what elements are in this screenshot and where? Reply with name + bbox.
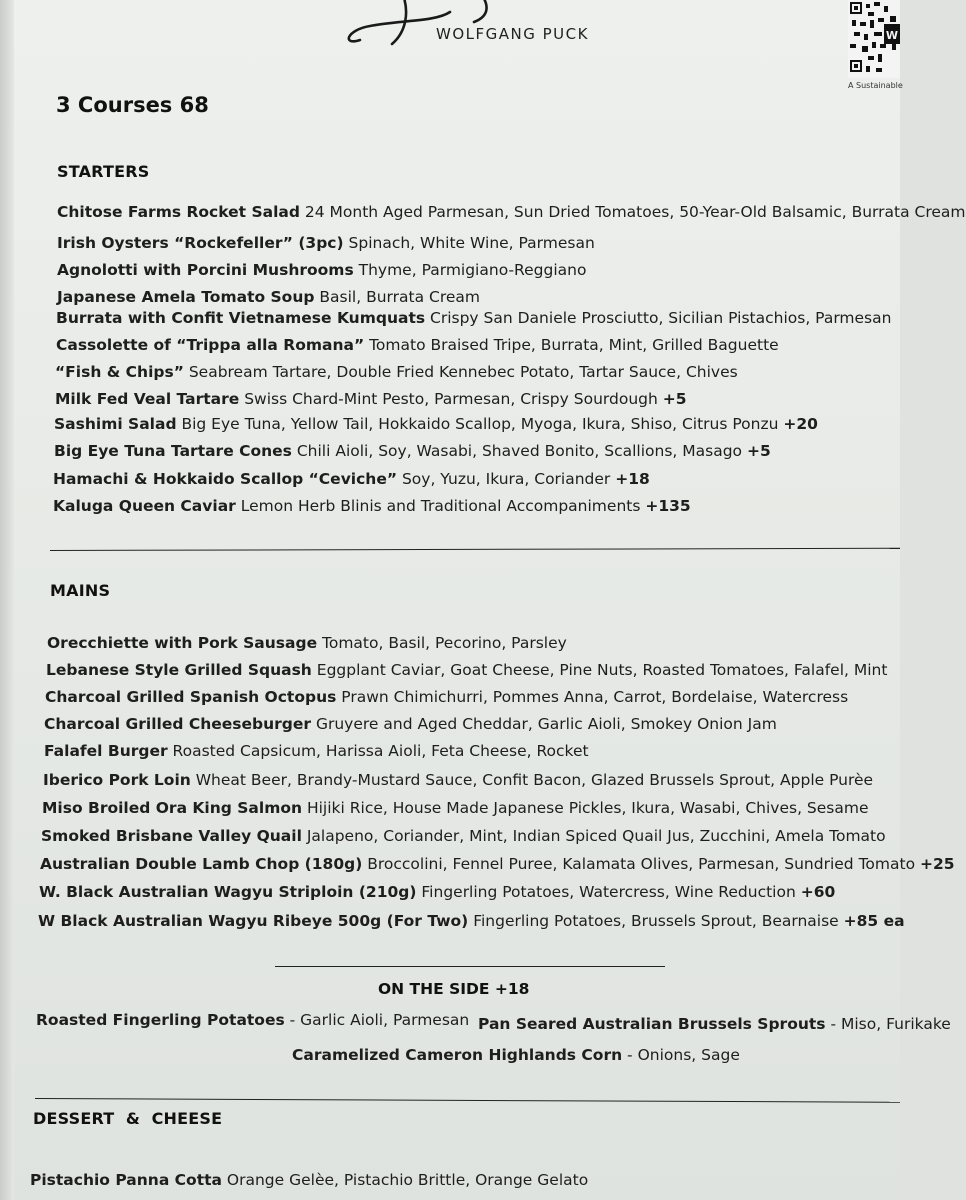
list-item: W. Black Australian Wagyu Striploin (210g) Fingerling Potatoes, Watercress, Wine Reduction +60 bbox=[39, 883, 836, 901]
brand-name: WOLFGANG PUCK bbox=[436, 25, 589, 43]
list-item: Australian Double Lamb Chop (180g) Broccolini, Fennel Puree, Kalamata Olives, Parmesan, Sundried Tomato +25 bbox=[40, 855, 955, 873]
list-item: Hamachi & Hokkaido Scallop “Ceviche” Soy, Yuzu, Ikura, Coriander +18 bbox=[53, 470, 650, 488]
list-item: Charcoal Grilled Spanish Octopus Prawn Chimichurri, Pommes Anna, Carrot, Bordelaise, Watercress bbox=[45, 688, 849, 706]
list-item: Smoked Brisbane Valley Quail Jalapeno, Coriander, Mint, Indian Spiced Quail Jus, Zucchini, Amela Tomato bbox=[41, 827, 886, 845]
list-item: Pan Seared Australian Brussels Sprouts - Miso, Furikake bbox=[478, 1015, 951, 1033]
svg-text:W: W bbox=[885, 29, 899, 42]
qr-code-icon[interactable] bbox=[848, 0, 900, 78]
list-item: Burrata with Confit Vietnamese Kumquats Crispy San Daniele Prosciutto, Sicilian Pistachios, Parmesan bbox=[56, 309, 892, 327]
list-item: W Black Australian Wagyu Ribeye 500g (For Two) Fingerling Potatoes, Brussels Sprout, Bearnaise +85 ea bbox=[38, 912, 905, 930]
side-divider bbox=[275, 966, 665, 967]
mains-heading: MAINS bbox=[50, 581, 111, 600]
list-item: Kaluga Queen Caviar Lemon Herb Blinis and Traditional Accompaniments +135 bbox=[53, 497, 691, 515]
list-item: Orecchiette with Pork Sausage Tomato, Basil, Pecorino, Parsley bbox=[47, 634, 567, 652]
list-item: Big Eye Tuna Tartare Cones Chili Aioli, Soy, Wasabi, Shaved Bonito, Scallions, Masago +5 bbox=[54, 442, 771, 460]
page-title: 3 Courses 68 bbox=[56, 93, 209, 117]
list-item: Irish Oysters “Rockefeller” (3pc) Spinach, White Wine, Parmesan bbox=[57, 234, 595, 252]
section-divider bbox=[50, 548, 900, 551]
list-item: Miso Broiled Ora King Salmon Hijiki Rice, House Made Japanese Pickles, Ikura, Wasabi, Chives, Sesame bbox=[42, 799, 869, 817]
list-item: Japanese Amela Tomato Soup Basil, Burrata Cream bbox=[57, 288, 480, 306]
list-item: Milk Fed Veal Tartare Swiss Chard-Mint Pesto, Parmesan, Crispy Sourdough +5 bbox=[55, 390, 687, 408]
list-item: Chitose Farms Rocket Salad 24 Month Aged Parmesan, Sun Dried Tomatoes, 50-Year-Old Balsamic, Burrata Cream bbox=[57, 203, 966, 221]
list-item: Lebanese Style Grilled Squash Eggplant Caviar, Goat Cheese, Pine Nuts, Roasted Tomatoes, Falafel, Mint bbox=[46, 661, 888, 679]
list-item: Roasted Fingerling Potatoes - Garlic Aioli, Parmesan bbox=[36, 1011, 470, 1029]
list-item: Charcoal Grilled Cheeseburger Gruyere and Aged Cheddar, Garlic Aioli, Smokey Onion Jam bbox=[44, 715, 777, 733]
list-item: “Fish & Chips” Seabream Tartare, Double Fried Kennebec Potato, Tartar Sauce, Chives bbox=[55, 363, 738, 381]
list-item: Iberico Pork Loin Wheat Beer, Brandy-Mustard Sauce, Confit Bacon, Glazed Brussels Sprout, Apple Purèe bbox=[43, 771, 874, 789]
starters-heading: STARTERS bbox=[57, 162, 150, 181]
list-item: Agnolotti with Porcini Mushrooms Thyme, Parmigiano-Reggiano bbox=[57, 261, 587, 279]
list-item: Sashimi Salad Big Eye Tuna, Yellow Tail, Hokkaido Scallop, Myoga, Ikura, Shiso, Citrus Ponzu +20 bbox=[54, 415, 818, 433]
side-heading: ON THE SIDE +18 bbox=[378, 980, 530, 998]
section-divider bbox=[35, 1098, 900, 1103]
qr-caption: A Sustainable bbox=[848, 81, 903, 90]
list-item: Cassolette of “Trippa alla Romana” Tomato Braised Tripe, Burrata, Mint, Grilled Baguette bbox=[56, 336, 779, 354]
list-item: Pistachio Panna Cotta Orange Gelèe, Pistachio Brittle, Orange Gelato bbox=[30, 1171, 589, 1189]
dessert-heading: DESSERT & CHEESE bbox=[33, 1109, 223, 1128]
list-item: Caramelized Cameron Highlands Corn - Onions, Sage bbox=[292, 1046, 740, 1064]
list-item: Falafel Burger Roasted Capsicum, Harissa Aioli, Feta Cheese, Rocket bbox=[44, 742, 589, 760]
